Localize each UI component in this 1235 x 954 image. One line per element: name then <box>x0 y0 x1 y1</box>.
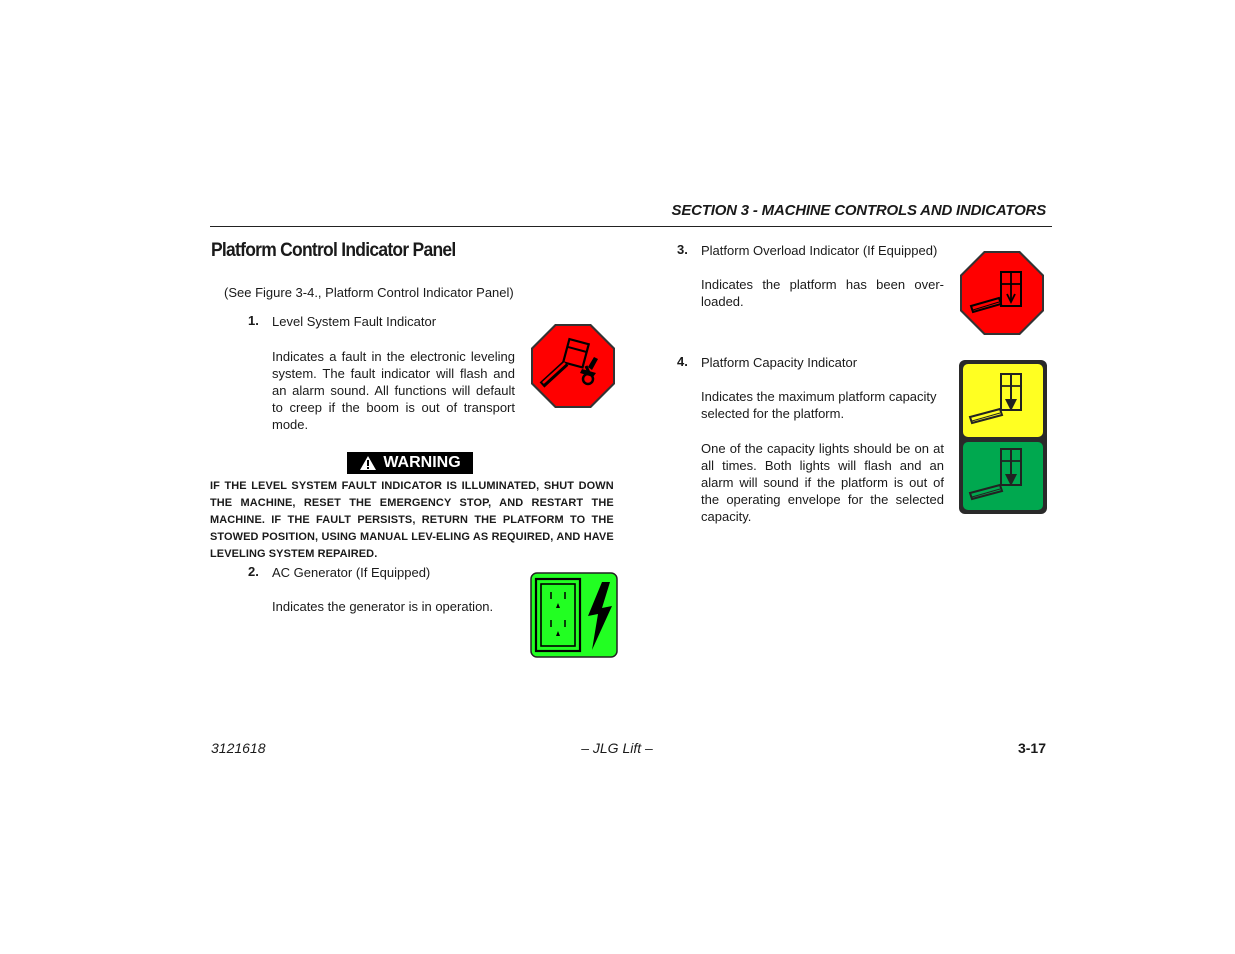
warning-text: IF THE LEVEL SYSTEM FAULT INDICATOR IS ILLUMINATED, SHUT DOWN THE MACHINE, RESET THE EMERGENCY STOP, AND RESTART THE MACHINE. IF THE FAULT PERSISTS, RETURN THE PLATFORM TO THE STOWED POSITION, USING MANUAL LEV-ELING AS REQUIRED, AND HAVE LEVELING SYSTEM REPAIRED. <box>210 480 614 560</box>
footer-center: – JLG Lift – <box>581 740 653 756</box>
platform-overload-icon <box>959 250 1045 336</box>
item-description: Indicates a fault in the electronic leveling system. The fault indicator will flash and an alarm sound. All functions will default to creep if the boom is out of transport mode. <box>272 349 515 432</box>
warning-label: WARNING <box>383 454 461 471</box>
item-number: 4. <box>677 354 688 369</box>
generator-outlet-icon <box>530 572 618 658</box>
item-title: Platform Capacity Indicator <box>701 355 858 370</box>
item-number: 2. <box>248 564 259 579</box>
item-description: Indicates the generator is in operation. <box>272 599 494 614</box>
doc-number: 3121618 <box>211 740 266 756</box>
figure-reference: (See Figure 3-4., Platform Control Indicator Panel) <box>224 285 514 300</box>
item-number: 3. <box>677 242 688 257</box>
item-title: AC Generator (If Equipped) <box>272 565 431 580</box>
section-title: SECTION 3 - MACHINE CONTROLS AND INDICATORS <box>671 202 1046 219</box>
platform-capacity-icon <box>958 359 1048 515</box>
warning-badge <box>347 452 473 474</box>
item-number: 1. <box>248 313 259 328</box>
item-description: Indicates the maximum platform capacity selected for the platform. <box>701 389 937 421</box>
page-heading: Platform Control Indicator Panel <box>211 240 456 261</box>
level-fault-icon <box>530 323 616 409</box>
item-title: Level System Fault Indicator <box>272 314 437 329</box>
header-rule <box>210 226 1052 227</box>
warning-triangle-icon <box>359 455 377 471</box>
item-title: Platform Overload Indicator (If Equipped) <box>701 243 938 258</box>
page-number: 3-17 <box>1017 740 1046 756</box>
item-description-2: One of the capacity lights should be on at all times. Both lights will flash and an alarm will sound if the platform is out of the operating envelope for the selected capacity. <box>701 441 944 524</box>
item-description: Indicates the platform has been over-loaded. <box>701 277 944 309</box>
